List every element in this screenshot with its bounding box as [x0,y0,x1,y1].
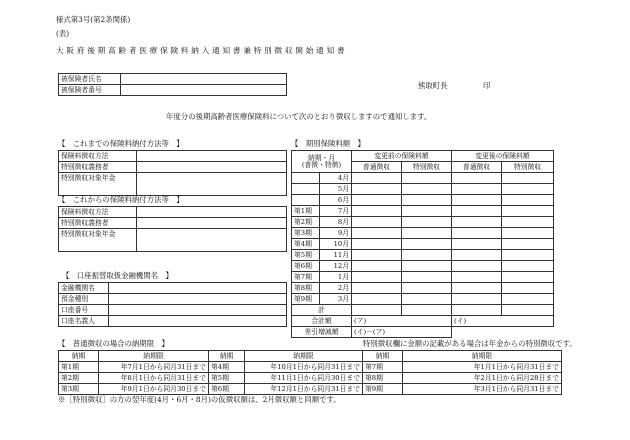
installment-amount [502,239,554,250]
installment-amount [452,206,502,217]
previous-method-heading: 【 これまでの保険料納付方法等 】 [58,139,184,148]
deadline-range: 年2月1日から同月28日まで [403,373,562,384]
installment-month: 6月 [320,195,352,206]
installment-amount [502,195,554,206]
deadline-col-period: 納期 [363,351,403,362]
bank-row-label: 金融機関名 [59,283,109,294]
installment-amount [352,195,402,206]
deadline-period: 第7期 [363,362,403,373]
installment-amount [502,173,554,184]
footnote: ※［特別徴収］の方の翌年度(4月・6月・8月)の仮徴収額は、2月徴収額と同額です。 [58,395,341,404]
total-cell [502,305,554,316]
period-header [292,151,352,173]
installment-amount [452,217,502,228]
installment-amount [452,173,502,184]
side-label: (表) [56,29,70,38]
insured-table [58,73,287,96]
prev-row-label: 特別徴収対象年金 [59,173,137,196]
bank-table [58,282,287,327]
deadline-col-limit: 納期限 [403,351,562,362]
installment-month: 8月 [320,217,352,228]
bank-row-label: 口座番号 [59,305,109,316]
total-label: 計 [292,305,352,316]
deadline-period: 第5期 [209,373,245,384]
period-header-label: 納期・月 [307,153,336,162]
installment-month: 12月 [320,261,352,272]
before-special-header: 特別徴収 [402,162,452,173]
deadline-period: 第9期 [363,384,403,395]
installment-amount [402,195,452,206]
insured-name-label: 被保険者氏名 [59,74,121,85]
installment-amount [502,217,554,228]
sum-label: 合計額 [292,316,352,327]
before-normal-header: 普通徴収 [352,162,402,173]
bank-row-value [109,283,287,294]
installment-period: 第3期 [292,228,320,239]
after-header: 変更後の保険料額 [452,151,554,162]
after-special-header: 特別徴収 [502,162,554,173]
installment-row [292,283,554,294]
installment-period: 第8期 [292,283,320,294]
deadline-heading: 【 普通徴収の場合の納期限 】 [58,339,169,348]
installment-period [292,195,320,206]
future-row-label: 保険料徴収方法 [59,207,137,218]
seal-mark: 印 [483,81,491,90]
deadline-period: 第6期 [209,384,245,395]
installment-row [292,228,554,239]
installment-month: 2月 [320,283,352,294]
deadline-period: 第4期 [209,362,245,373]
installment-row [292,206,554,217]
bank-row-label: 口座名義人 [59,316,109,327]
deadline-period: 第1期 [59,362,99,373]
installment-amount [352,239,402,250]
installment-row [292,261,554,272]
installment-amount [402,239,452,250]
installment-amount [402,228,452,239]
installment-amount [452,228,502,239]
prev-row-label: 特別徴収義務者 [59,162,137,173]
deadline-range: 年3月1日から同月31日まで [403,384,562,395]
deadline-col-period: 納期 [209,351,245,362]
period-header-sub: (普徴・特徴) [301,160,342,169]
form-number: 様式第3号(第2条関係) [56,15,131,24]
installment-amount [402,173,452,184]
deadline-range: 年8月1日から同月31日まで [99,373,209,384]
installment-amount [352,250,402,261]
installment-period: 第1期 [292,206,320,217]
installment-month: 7月 [320,206,352,217]
installment-amount [502,206,554,217]
before-header: 変更前の保険料額 [352,151,452,162]
installment-row [292,250,554,261]
installment-amount [352,283,402,294]
insured-number-label: 被保険者番号 [59,85,121,96]
installment-amount [402,206,452,217]
installment-row [292,184,554,195]
prev-row-label: 保険料徴収方法 [59,151,137,162]
installment-period: 第2期 [292,217,320,228]
installment-month: 1月 [320,272,352,283]
bank-row-label: 預金種別 [59,294,109,305]
installment-amount [452,261,502,272]
installment-period: 第7期 [292,272,320,283]
installment-amount [502,184,554,195]
installment-amount [352,217,402,228]
installment-amount [352,184,402,195]
installment-period: 第6期 [292,261,320,272]
installment-row [292,195,554,206]
diff-label: 差引増減額 [292,327,352,338]
installments-table [291,150,554,338]
deadline-range: 年1月1日から同月31日まで [403,362,562,373]
installment-amount [402,272,452,283]
installment-amount [452,184,502,195]
document-title: 大 阪 府 後 期 高 齢 者 医 療 保 険 料 納 入 通 知 書 兼 特 別 徴 収 開 始 通 知 書 [56,46,345,55]
deadline-period: 第2期 [59,373,99,384]
sum-before: (ア) [352,316,452,327]
installment-month: 5月 [320,184,352,195]
installment-amount [402,261,452,272]
installment-amount [502,294,554,305]
deadline-row [59,362,562,373]
deadline-col-period: 納期 [59,351,99,362]
mayor-label: 熊取町長 [418,81,448,90]
installment-period [292,173,320,184]
installment-amount [502,283,554,294]
deadline-col-limit: 納期限 [99,351,209,362]
bank-row-value [109,294,287,305]
installment-amount [452,195,502,206]
insured-number-value [121,85,287,96]
installment-period: 第4期 [292,239,320,250]
installment-amount [502,250,554,261]
after-normal-header: 普通徴収 [452,162,502,173]
installment-row [292,294,554,305]
deadline-range: 年10月1日から同月31日まで [245,362,363,373]
installment-row [292,217,554,228]
installment-period: 第5期 [292,250,320,261]
installment-amount [352,272,402,283]
installment-period: 第9期 [292,294,320,305]
installment-amount [452,272,502,283]
installment-amount [452,239,502,250]
deadline-range: 年7月1日から同月31日まで [99,362,209,373]
installments-heading: 【 期別保険料額 】 [291,139,365,148]
future-row-value [137,229,287,252]
installment-row [292,272,554,283]
installment-month: 9月 [320,228,352,239]
deadline-row [59,384,562,395]
installment-amount [452,294,502,305]
diff-value: (イ)－(ア) [352,327,452,338]
deadline-col-limit: 納期限 [245,351,363,362]
intro-text: 年度分の後期高齢者医療保険料について次のとおり徴収しますので通知します。 [166,112,432,121]
installment-amount [452,283,502,294]
deadline-period: 第8期 [363,373,403,384]
previous-method-table [58,150,287,196]
installment-period [292,184,320,195]
total-cell [352,305,402,316]
bank-heading: 【 口座振替取扱金融機関名 】 [62,271,173,280]
deadline-row [59,373,562,384]
future-row-label: 特別徴収義務者 [59,218,137,229]
total-cell [402,305,452,316]
installment-month: 10月 [320,239,352,250]
bank-row-value [109,305,287,316]
installment-row [292,173,554,184]
installment-month: 4月 [320,173,352,184]
future-method-heading: 【 これからの保険料納付方法等 】 [58,195,184,204]
prev-row-value [137,173,287,196]
future-method-table [58,206,287,252]
future-row-value [137,218,287,229]
total-cell [452,305,502,316]
installment-month: 3月 [320,294,352,305]
installment-amount [352,228,402,239]
deadline-range: 年9月1日から同月30日まで [99,384,209,395]
installment-amount [352,294,402,305]
installment-amount [452,250,502,261]
diff-blank [452,327,554,338]
installment-amount [352,173,402,184]
deadline-table [58,350,562,395]
installment-row [292,239,554,250]
deadline-range: 年11月1日から同月30日まで [245,373,363,384]
bank-row-value [109,316,287,327]
future-row-label: 特別徴収対象年金 [59,229,137,252]
installment-amount [402,184,452,195]
special-note: 特別徴収欄に金額の記載がある場合は年金からの特別徴収です。 [363,339,577,348]
installment-amount [502,228,554,239]
prev-row-value [137,162,287,173]
installment-amount [352,206,402,217]
installment-month: 11月 [320,250,352,261]
installment-amount [502,261,554,272]
sum-after: (イ) [452,316,554,327]
installment-amount [352,261,402,272]
installment-amount [402,283,452,294]
deadline-period: 第3期 [59,384,99,395]
installment-amount [402,294,452,305]
future-row-value [137,207,287,218]
installment-amount [402,217,452,228]
deadline-range: 年12月1日から同月31日まで [245,384,363,395]
prev-row-value [137,151,287,162]
installment-amount [502,272,554,283]
installment-amount [402,250,452,261]
insured-name-value [121,74,287,85]
